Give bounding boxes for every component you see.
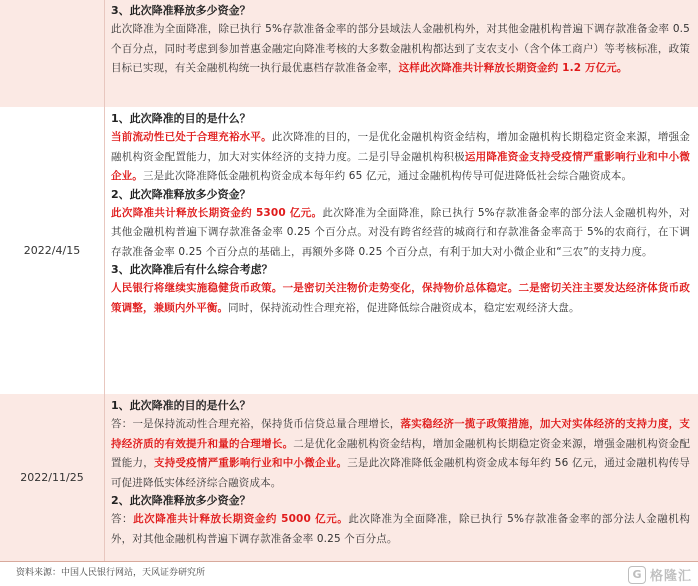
answer-text: 二是优化金融机构资金结构，增加金融机构长期稳定资金来源，增强金融机构资金配置能力， xyxy=(111,437,690,469)
answer-text: 答：一是保持流动性合理充裕，保持货币信贷总量合理增长， xyxy=(111,418,401,430)
content-cell xyxy=(105,107,698,394)
highlighted-text: 此次降准共计释放长期资金约 5300 亿元。 xyxy=(111,206,323,219)
answer-paragraph xyxy=(111,510,690,549)
watermark xyxy=(628,565,692,584)
highlighted-text: 此次降准共计释放长期资金约 5000 亿元。 xyxy=(133,513,349,525)
answer-text: 三是此次降准降低金融机构资金成本每年约 65 亿元，通过金融机构传导可促进降低社会综合融资成本。 xyxy=(142,170,633,182)
highlighted-text: 落实稳经济一揽子政策措施，加大对实体经济的支持力度，支持经济质的有效提升和量的合理增长。 xyxy=(111,418,690,450)
table-row xyxy=(0,107,698,394)
answer-text: 答： xyxy=(111,513,134,525)
question-heading: 1、此次降准的目的是什么？ xyxy=(111,399,251,412)
table-row xyxy=(0,0,698,107)
highlighted-text: 这样此次降准共计释放长期资金约 1.2 万亿元。 xyxy=(398,62,628,74)
highlighted-text: 当前流动性已处于合理充裕水平。 xyxy=(111,131,272,143)
content-cell xyxy=(105,0,698,107)
answer-text: 此次降准为全面降准，除已执行 5%存款准备金率的部分法人金融机构外，对其他金融机构普遍下调存款准备金率 0.25 个百分点。对没有跨省经营的城商行和存款准备金率高于 5%的农商行，在下调存款准备金率 0.25 个百分点的基础上，再额外多降 0.25 个百分点，有利于加大对小微企业和“三农”的支持力度。 xyxy=(111,206,690,258)
answer-paragraph xyxy=(111,204,690,263)
answer-text: 同时，保持流动性合理充裕，促进降低综合融资成本，稳定宏观经济大盘。 xyxy=(228,301,580,314)
question-heading: 3、此次降准释放多少资金？ xyxy=(111,4,251,17)
date-cell: 2022/11/25 xyxy=(0,394,105,561)
highlighted-text: 运用降准资金支持受疫情严重影响行业和中小微企业。 xyxy=(111,150,690,182)
content-cell xyxy=(105,394,698,561)
highlighted-text: 人民银行将继续实施稳健货币政策。一是密切关注物价走势变化，保持物价总体稳定。二是密切关注主要发达经济体货币政策调整，兼顾内外平衡。 xyxy=(111,282,690,314)
answer-text: 此次降准的目的，一是优化金融机构资金结构，增加金融机构长期稳定资金来源，增强金融机构资金配置能力，加大对实体经济的支持力度。二是引导金融机构积极 xyxy=(111,131,690,163)
highlighted-text: 支持受疫情严重影响行业和中小微企业。 xyxy=(153,457,348,469)
table-row xyxy=(0,394,698,562)
question-heading: 2、此次降准释放多少资金？ xyxy=(111,187,251,201)
source-note: 资料来源：中国人民银行网站，天风证券研究所 xyxy=(16,568,206,578)
question-heading: 2、此次降准释放多少资金？ xyxy=(111,494,251,507)
answer-text: 三是此次降准降低金融机构资金成本每年约 56 亿元，通过金融机构传导可促进降低实体经济综合融资成本。 xyxy=(111,457,690,489)
answer-text: 此次降准为全面降准，除已执行 5%存款准备金率的部分县域法人金融机构外，对其他金融机构普遍下调存款准备金率 0.5 个百分点，同时考虑到参加普惠金融定向降准考核的大多数金融机构都达到了支农支小（含个体工商户）等考核标准，政策目标已实现，有关金融机构统一执行最优惠档存款准备金率， xyxy=(111,23,690,74)
answer-paragraph xyxy=(111,128,690,187)
answer-paragraph xyxy=(111,20,690,79)
question-heading: 3、此次降准后有什么综合考虑？ xyxy=(111,263,273,276)
answer-text: 此次降准为全面降准，除已执行 5%存款准备金率的部分法人金融机构外，对其他金融机构普遍下调存款准备金率 0.25 个百分点。 xyxy=(111,513,690,545)
answer-paragraph xyxy=(111,415,690,493)
question-heading: 1、此次降准的目的是什么？ xyxy=(111,112,251,125)
watermark-logo-icon: G xyxy=(628,566,646,584)
date-cell xyxy=(0,0,105,107)
answer-paragraph xyxy=(111,279,690,318)
watermark-text: 格隆汇 xyxy=(649,569,692,584)
date-cell: 2022/4/15 xyxy=(0,107,105,394)
